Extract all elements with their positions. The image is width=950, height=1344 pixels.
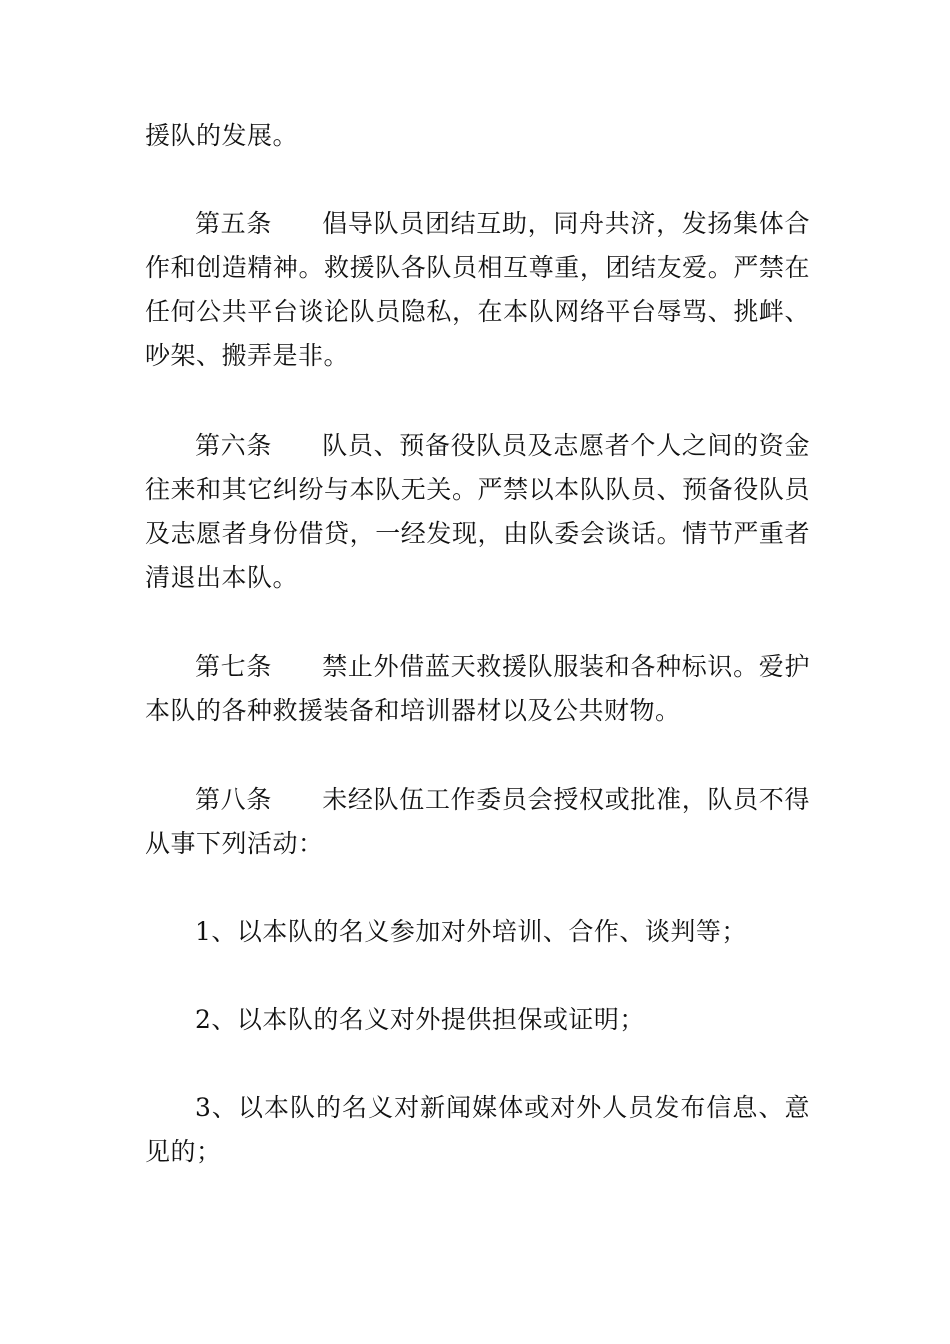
- article-label: 第七条: [195, 652, 273, 681]
- article-text: 队员、预备役队员及志愿者个人之间的资金往来和其它纠纷与本队无关。严禁以本队队员、预备役队员及志愿者身份借贷，一经发现，由队委会谈话。情节严重者清退出本队。: [145, 431, 810, 592]
- article-label: 第六条: [195, 431, 273, 460]
- list-item-text: 3、以本队的名义对新闻媒体或对外人员发布信息、意见的；: [145, 1093, 810, 1166]
- paragraph-continuation: [145, 114, 810, 158]
- article-label: 第五条: [195, 209, 273, 238]
- article-text: 禁止外借蓝天救援队服装和各种标识。爱护本队的各种救援装备和培训器材以及公共财物。: [145, 652, 810, 725]
- list-item-text: 1、以本队的名义参加对外培训、合作、谈判等；: [195, 917, 747, 946]
- article-8: [145, 778, 810, 866]
- article-text: 倡导队员团结互助，同舟共济，发扬集体合作和创造精神。救援队各队员相互尊重，团结友爱。严禁在任何公共平台谈论队员隐私，在本队网络平台辱骂、挑衅、吵架、搬弄是非。: [145, 209, 810, 370]
- list-item-2: [145, 998, 810, 1042]
- list-item-3: [145, 1086, 810, 1174]
- list-item-1: [145, 910, 810, 954]
- article-7: [145, 645, 810, 733]
- paragraph-text: 援队的发展。: [145, 121, 299, 150]
- article-6: [145, 424, 810, 600]
- article-label: 第八条: [195, 785, 273, 814]
- article-5: [145, 202, 810, 378]
- list-item-text: 2、以本队的名义对外提供担保或证明；: [195, 1005, 645, 1034]
- article-text: 未经队伍工作委员会授权或批准，队员不得从事下列活动：: [145, 785, 810, 858]
